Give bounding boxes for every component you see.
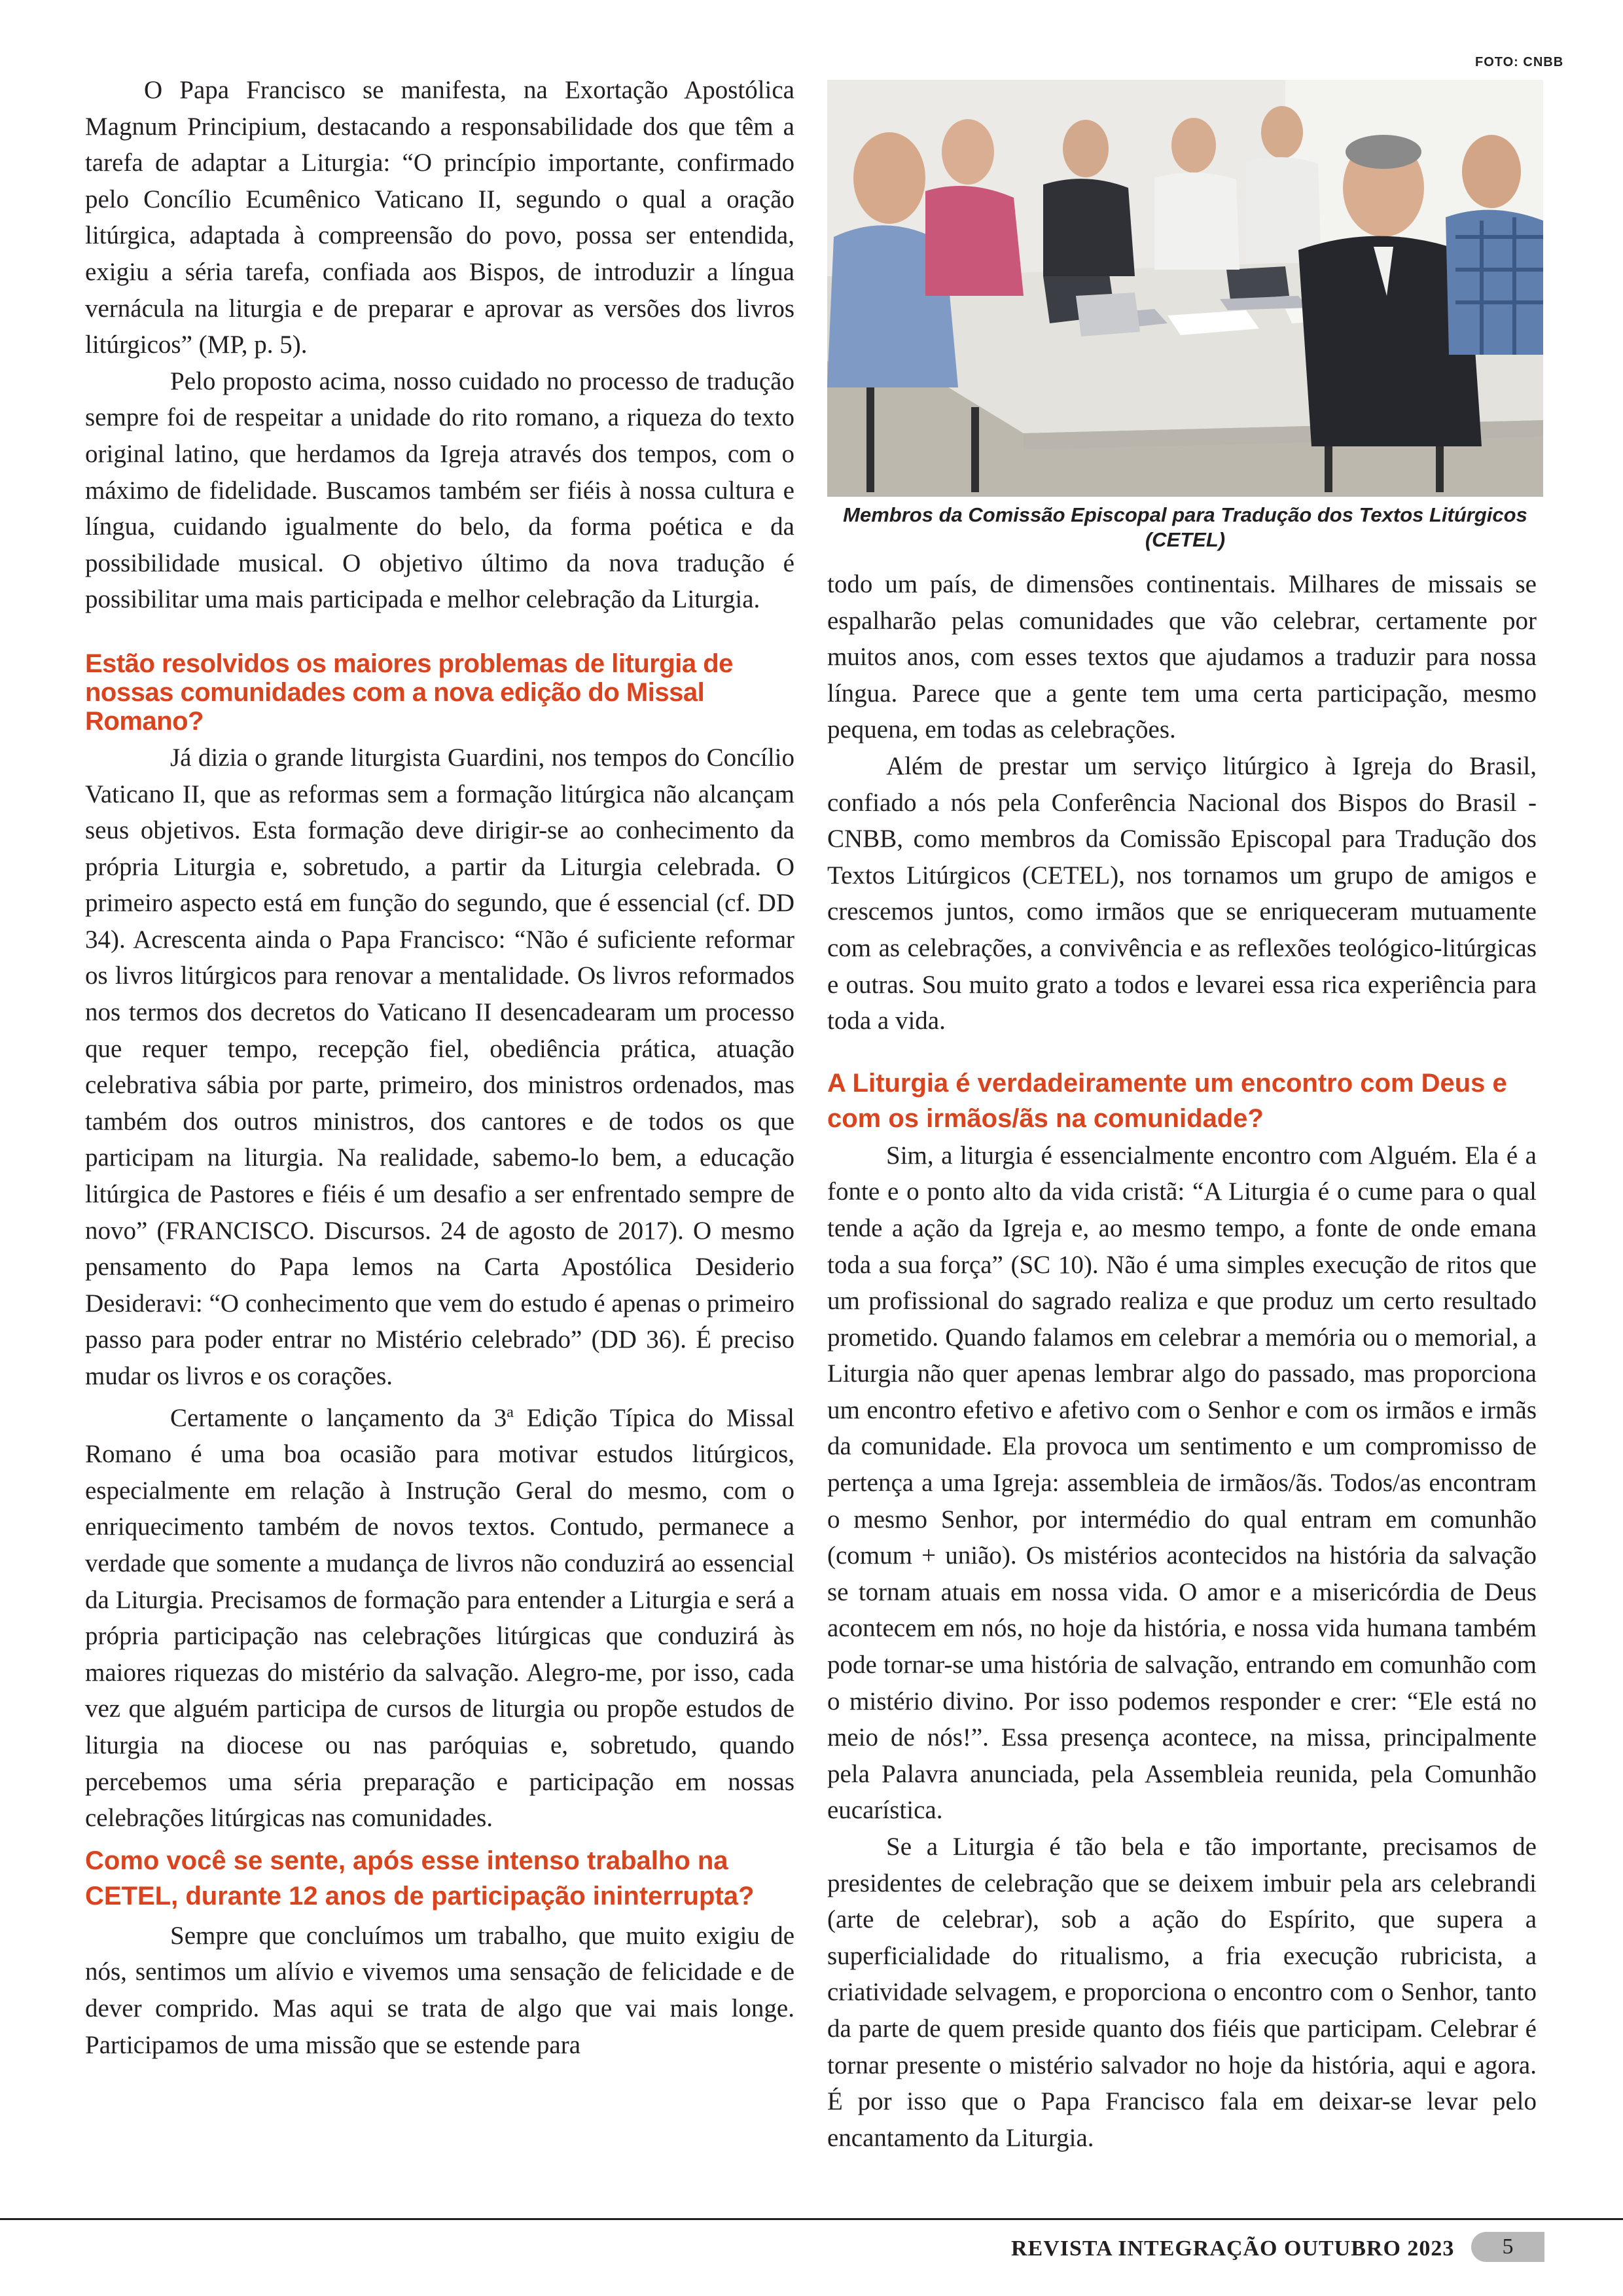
footer-publication: REVISTA INTEGRAÇÃO OUTUBRO 2023 <box>1011 2236 1455 2261</box>
left-paragraph-2: Pelo proposto acima, nosso cuidado no processo de tradução sempre foi de respeitar a unidade do rito romano, a riqueza do texto original latino, que herdamos da Igreja através dos tempos, com o máximo de fidelidade. Buscamos também ser fiéis à nossa cultura e língua, cuidando igualmente do belo, da forma poética e da possibilidade musical. O objetivo último da nova tradução é possibilitar uma mais participada e melhor celebração da Liturgia. <box>85 367 794 614</box>
left-paragraph-5: Sempre que concluímos um trabalho, que muito exigiu de nós, sentimos um alívio e vivemos uma sensação de felicidade e de dever comprido. Mas aqui se trata de algo que vai mais longe. Participamos de uma missão que se estende para <box>85 1921 794 2059</box>
meeting-photo-illustration <box>827 80 1543 497</box>
section-heading-cetel: Como você se sente, após esse intenso trabalho na CETEL, durante 12 anos de participação ininterrupta? <box>85 1846 755 1910</box>
group-photo <box>827 80 1543 497</box>
left-paragraph-4 <box>85 1395 794 1837</box>
photo-caption: Membros da Comissão Episcopal para Tradução dos Textos Litúrgicos (CETEL) <box>843 503 1527 551</box>
page-number: 5 <box>1471 2232 1544 2262</box>
left-paragraph-4-start: Certamente o lançamento da 3 <box>170 1403 507 1432</box>
footer-rule <box>0 2218 1623 2220</box>
right-column <box>827 566 1537 2156</box>
right-paragraph-2: Além de prestar um serviço litúrgico à Igreja do Brasil, confiado a nós pela Conferência Nacional dos Bispos do Brasil - CNBB, como membros da Comissão Episcopal para Tradução dos Textos Litúrgicos (CETEL), nos tornamos um grupo de amigos e crescemos juntos, como irmãos que se enriqueceram mutuamente com as celebrações, a convivência e as reflexões teológico-litúrgicas e outras. Sou muito grato a todos e levarei essa rica experiência para toda a vida. <box>827 751 1537 1035</box>
left-paragraph-3: Já dizia o grande liturgista Guardini, nos tempos do Concílio Vaticano II, que as reformas sem a formação litúrgica não alcançam seus objetivos. Esta formação deve dirigir-se ao conhecimento da própria Liturgia e, sobretudo, a partir da Liturgia celebrada. O primeiro aspecto está em função do segundo, que é essencial (cf. DD 34). Acrescenta ainda o Papa Francisco: “Não é suficiente reformar os livros litúrgicos para renovar a mentalidade. Os livros reformados nos termos dos decretos do Vaticano II desencadearam um processo que requer tempo, recepção fiel, obediência prática, atuação celebrativa sábia por parte, primeiro, dos ministros ordenados, mas também dos outros ministros, dos cantores e de todos os que participam na liturgia. Na realidade, sabemo-lo bem, a educação litúrgica de Pastores e fiéis é um desafio a ser enfrentado sempre de novo” (FRANCISCO. Discursos. 24 de agosto de 2017). O mesmo pensamento do Papa lemos na Carta Apostólica Desiderio Desideravi: “O conhecimento que vem do estudo é apenas o primeiro passo para poder entrar no Mistério celebrado” (DD 36). É preciso mudar os livros e os corações. <box>85 743 794 1390</box>
photo-credit: FOTO: CNBB <box>1475 55 1564 69</box>
right-paragraph-4: Se a Liturgia é tão bela e tão importante, precisamos de presidentes de celebração que se deixem imbuir pela ars celebrandi (arte de celebrar), sob a ação do Espírito, que supera a superficialidade do ritualismo, a fria execução rubricista, a criatividade selvagem, e proporciona o encontro com o Senhor, tanto da parte de quem preside quanto dos fiéis que participam. Celebrar é tornar presente o mistério salvador no hoje da história, aqui e agora. É por isso que o Papa Francisco fala em deixar-se levar pelo encantamento da Liturgia. <box>827 1833 1537 2152</box>
right-paragraph-1: todo um país, de dimensões continentais. Milhares de missais se espalharão pelas comunidades que vão celebrar, certamente por muitos anos, com esses textos que ajudamos a traduzir para nossa língua. Parece que a gente tem uma certa participação, mesmo pequena, em todas as celebrações. <box>827 570 1537 744</box>
left-paragraph-4-rest: Edição Típica do Missal Romano é uma boa ocasião para motivar estudos litúrgicos, especialmente em relação à Instrução Geral do mesmo, com o enriquecimento também de novos textos. Contudo, permanece a verdade que somente a mudança de livros não conduzirá ao essencial da Liturgia. Precisamos de formação para entender a Liturgia e será a própria participação nas celebrações litúrgicas que conduzirá às maiores riquezas do mistério da salvação. Alegro-me, por isso, cada vez que alguém participa de cursos de liturgia ou propõe estudos de liturgia na diocese ou nas paróquias e, sobretudo, quando percebemos uma séria preparação e participação em nossas celebrações litúrgicas nas comunidades. <box>85 1403 794 1833</box>
section-heading-missal: Estão resolvidos os maiores problemas de liturgia de nossas comunidades com a nova edição do Missal Romano? <box>85 649 733 736</box>
ordinal-superscript: a <box>507 1403 514 1421</box>
right-paragraph-3: Sim, a liturgia é essencialmente encontro com Alguém. Ela é a fonte e o ponto alto da vida cristã: “A Liturgia é o cume para o qual tende a ação da Igreja e, ao mesmo tempo, a fonte de onde emana toda a sua força” (SC 10). Não é uma simples execução de ritos que um profissional do sagrado realiza e que produz um certo resultado prometido. Quando falamos em celebrar a memória ou o memorial, a Liturgia não quer apenas lembrar algo do passado, mas proporciona um encontro efetivo e afetivo com o Senhor e com os irmãos e irmãs da comunidade. Ela provoca um sentimento e um compromisso de pertença a uma Igreja: assembleia de irmãos/ãs. Todos/as encontram o mesmo Senhor, por intermédio do qual entram em comunhão (comum + união). Os mistérios acontecidos na história da salvação se tornam atuais em nossa vida. O amor e a misericórdia de Deus acontecem em nós, no hoje da história, e nossa vida humana também pode tornar-se uma história de salvação, entrando em comunhão com o mistério divino. Por isso podemos responder e crer: “Ele está no meio de nós!”. Essa presença acontece, na missa, principalmente pela Palavra anunciada, pela Assembleia reunida, pela Comunhão eucarística. <box>827 1141 1537 1825</box>
section-heading-encounter: A Liturgia é verdadeiramente um encontro com Deus e com os irmãos/ãs na comunidade? <box>827 1068 1507 1133</box>
left-paragraph-1: O Papa Francisco se manifesta, na Exortação Apostólica Magnum Principium, destacando a responsabilidade dos que têm a tarefa de adaptar a Liturgia: “O princípio importante, confirmado pelo Concílio Ecumênico Vaticano II, segundo o qual a oração litúrgica, adaptada à compreensão do povo, possa ser entendida, exigiu a séria tarefa, confiada aos Bispos, de introduzir a língua vernácula na liturgia e de preparar e aprovar as versões dos livros litúrgicos” (MP, p. 5). <box>85 76 794 359</box>
left-column <box>85 72 794 2063</box>
